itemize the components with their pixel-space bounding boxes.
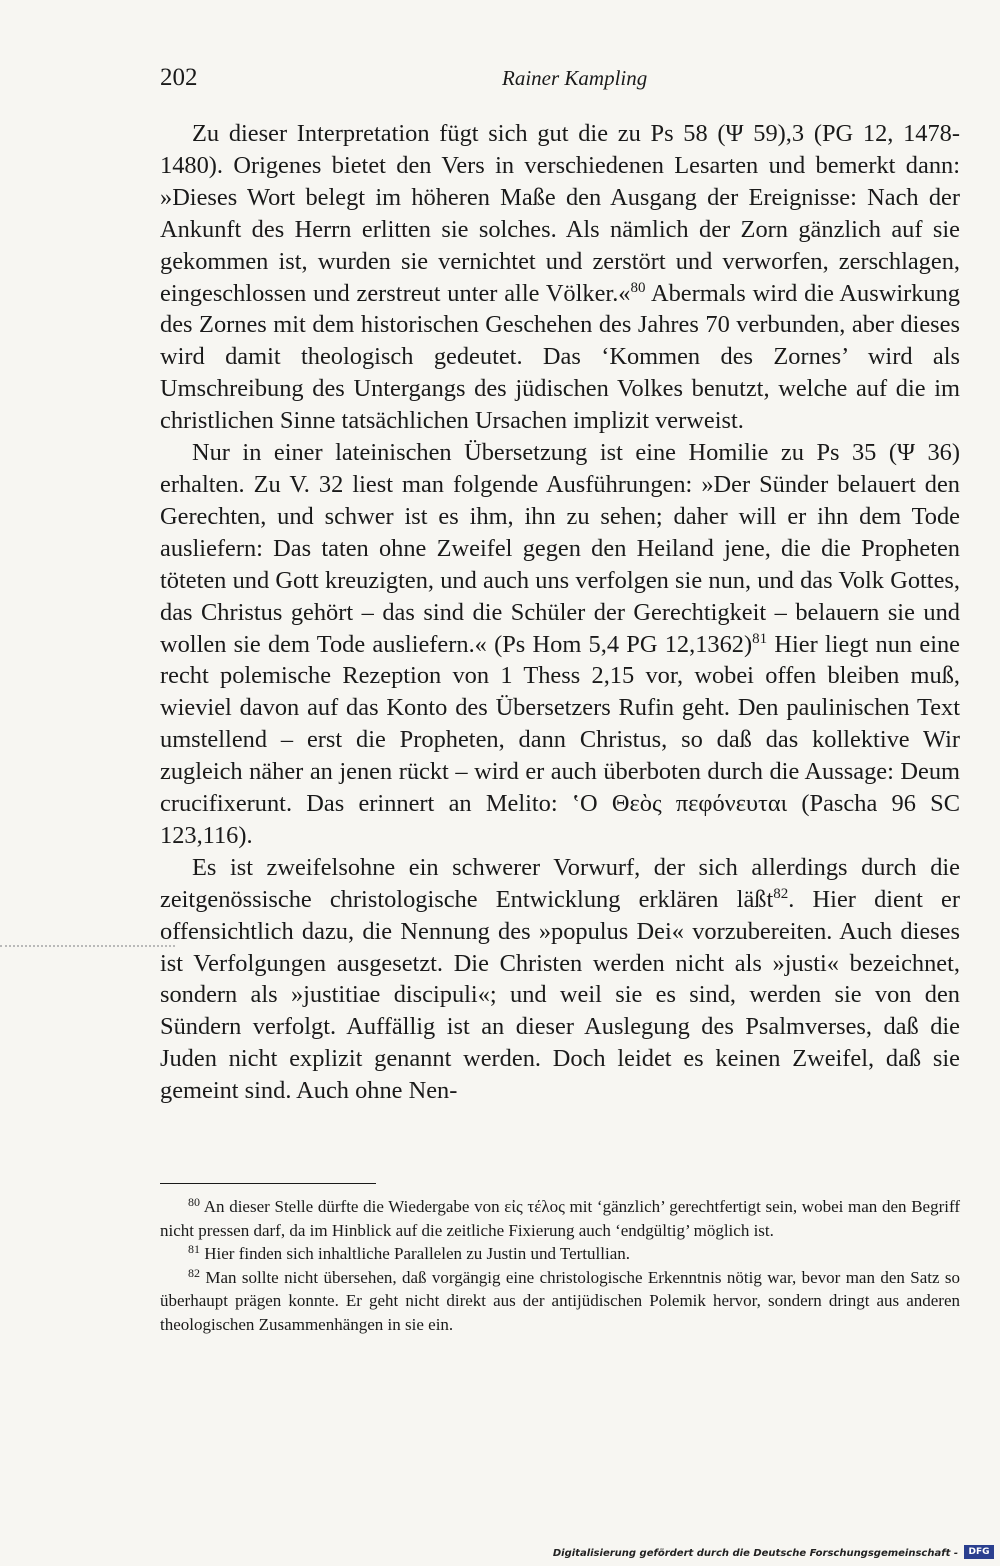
paragraph-1-text-a: Zu dieser Interpretation fügt sich gut die zu Ps 58 (Ψ 59),3 (PG 12, 1478-1480). Origenes bietet den Vers in verschiedenen Lesarten und bemerkt dann: »Dieses Wort belegt im höheren Maße den Ausgang der Ereignisse: Nach der Ankunft des Herrn erlitten sie solches. Als nämlich der Zorn gänzlich auf sie gekommen ist, wurden sie vernichtet und zerstört und verworfen, zerschlagen, eingeschlossen und zerstreut unter alle Völker.« — [160, 120, 960, 307]
footnote-80 — [160, 1195, 960, 1242]
paragraph-1 — [160, 118, 960, 437]
footnote-82 — [160, 1266, 960, 1337]
paragraph-1-text-b: Abermals wird die Auswirkung des Zornes mit dem historischen Geschehen des Jahres 70 verbunden, aber dieses wird damit theologisch gedeutet. Das ‘Kommen des Zornes’ wird als Umschreibung des Untergangs des jüdischen Volkes benutzt, welche auf die im christlichen Sinne tatsächlichen Ursachen implizit verweist. — [160, 279, 960, 435]
page-header — [160, 64, 960, 98]
paragraph-2-text-a: Nur in einer lateinischen Übersetzung ist eine Homilie zu Ps 35 (Ψ 36) erhalten. Zu V. 32 liest man folgende Ausführungen: »Der Sünder belauert den Gerechten, und schwer ist es ihm, ihn zu sehen; daher will er ihn dem Tode ausliefern: Das taten ohne Zweifel gegen den Heiland jene, die die Propheten töteten und Gott kreuzigten, und auch uns verfolgen sie nun, und das Volk Gottes, das Christus gehört – das sind die Schüler der Gerechtigkeit – belauern sie und wollen sie dem Tode ausliefern.« (Ps Hom 5,4 PG 12,1362) — [160, 439, 960, 658]
body-text — [160, 118, 960, 1107]
scan-artifact-dotted-line — [0, 945, 175, 947]
footnote-number: 80 — [188, 1195, 200, 1209]
paragraph-2-text-b: Hier liegt nun eine recht polemische Rezeption von 1 Thess 2,15 vor, wobei offen bleiben muß, wieviel davon auf das Konto des Übersetzers Rufin geht. Den paulinischen Text umstellend – erst die Propheten, dann Christus, so daß das kollektive Wir zugleich näher an jenen rückt – wird er auch überboten durch die Aussage: Deum crucifixerunt. Das erinnert an Melito: ʽΟ Θεὸς πεφόνευται (Pascha 96 SC 123,116). — [160, 630, 960, 849]
footnote-text: Man sollte nicht übersehen, daß vorgängig eine christologische Erkenntnis nötig war, bevor man den Satz so überhaupt prägen konnte. Er geht nicht direkt aus der antijüdischen Polemik hervor, sondern dringt aus anderen theologischen Zusammenhängen in sie ein. — [160, 1267, 960, 1334]
dfg-logo: DFG — [964, 1545, 994, 1559]
footnote-number: 82 — [188, 1265, 200, 1280]
page-number: 202 — [160, 64, 198, 91]
paragraph-3-text-b: . Hier dient er offensichtlich dazu, die Nennung des »populus Dei« vorzubereiten. Auch dieses ist Verfolgungen ausgesetzt. Die Christen werden nicht als »justi« bezeichnet, sondern als »justitiae discipuli«; und weil sie es sind, werden sie von den Sündern verfolgt. Auffällig ist an dieser Auslegung des Psalmverses, daß die Juden nicht explizit genannt werden. Doch leidet es keinen Zweifel, daß sie gemeint sind. Auch ohne Nen- — [160, 885, 960, 1105]
paragraph-2 — [160, 437, 960, 852]
footnote-number: 81 — [188, 1242, 200, 1256]
footnote-81 — [160, 1242, 960, 1266]
footnote-text: Hier finden sich inhaltliche Parallelen zu Justin und Tertullian. — [200, 1244, 630, 1263]
footnote-text: An dieser Stelle dürfte die Wiedergabe von εἰς τέλος mit ‘gänzlich’ gerechtfertigt sein, wobei man den Begriff nicht pressen darf, da im Hinblick auf die zeitliche Fixierung auch ‘endgültig’ möglich ist. — [160, 1197, 960, 1240]
footnote-separator — [160, 1183, 376, 1184]
paragraph-3-text-a: Es ist zweifelsohne ein schwerer Vorwurf, der sich allerdings durch die zeitgenössische christologische Entwicklung erklären läßt — [160, 853, 960, 913]
footnote-ref-80: 80 — [630, 279, 646, 296]
paragraph-3 — [160, 852, 960, 1107]
footnote-ref-82: 82 — [773, 885, 789, 902]
footnote-ref-81: 81 — [752, 630, 768, 647]
footnotes — [160, 1195, 960, 1336]
digitization-credit: Digitalisierung gefördert durch die Deutsche Forschungsgemeinschaft - — [552, 1548, 958, 1559]
running-head: Rainer Kampling — [502, 66, 648, 90]
